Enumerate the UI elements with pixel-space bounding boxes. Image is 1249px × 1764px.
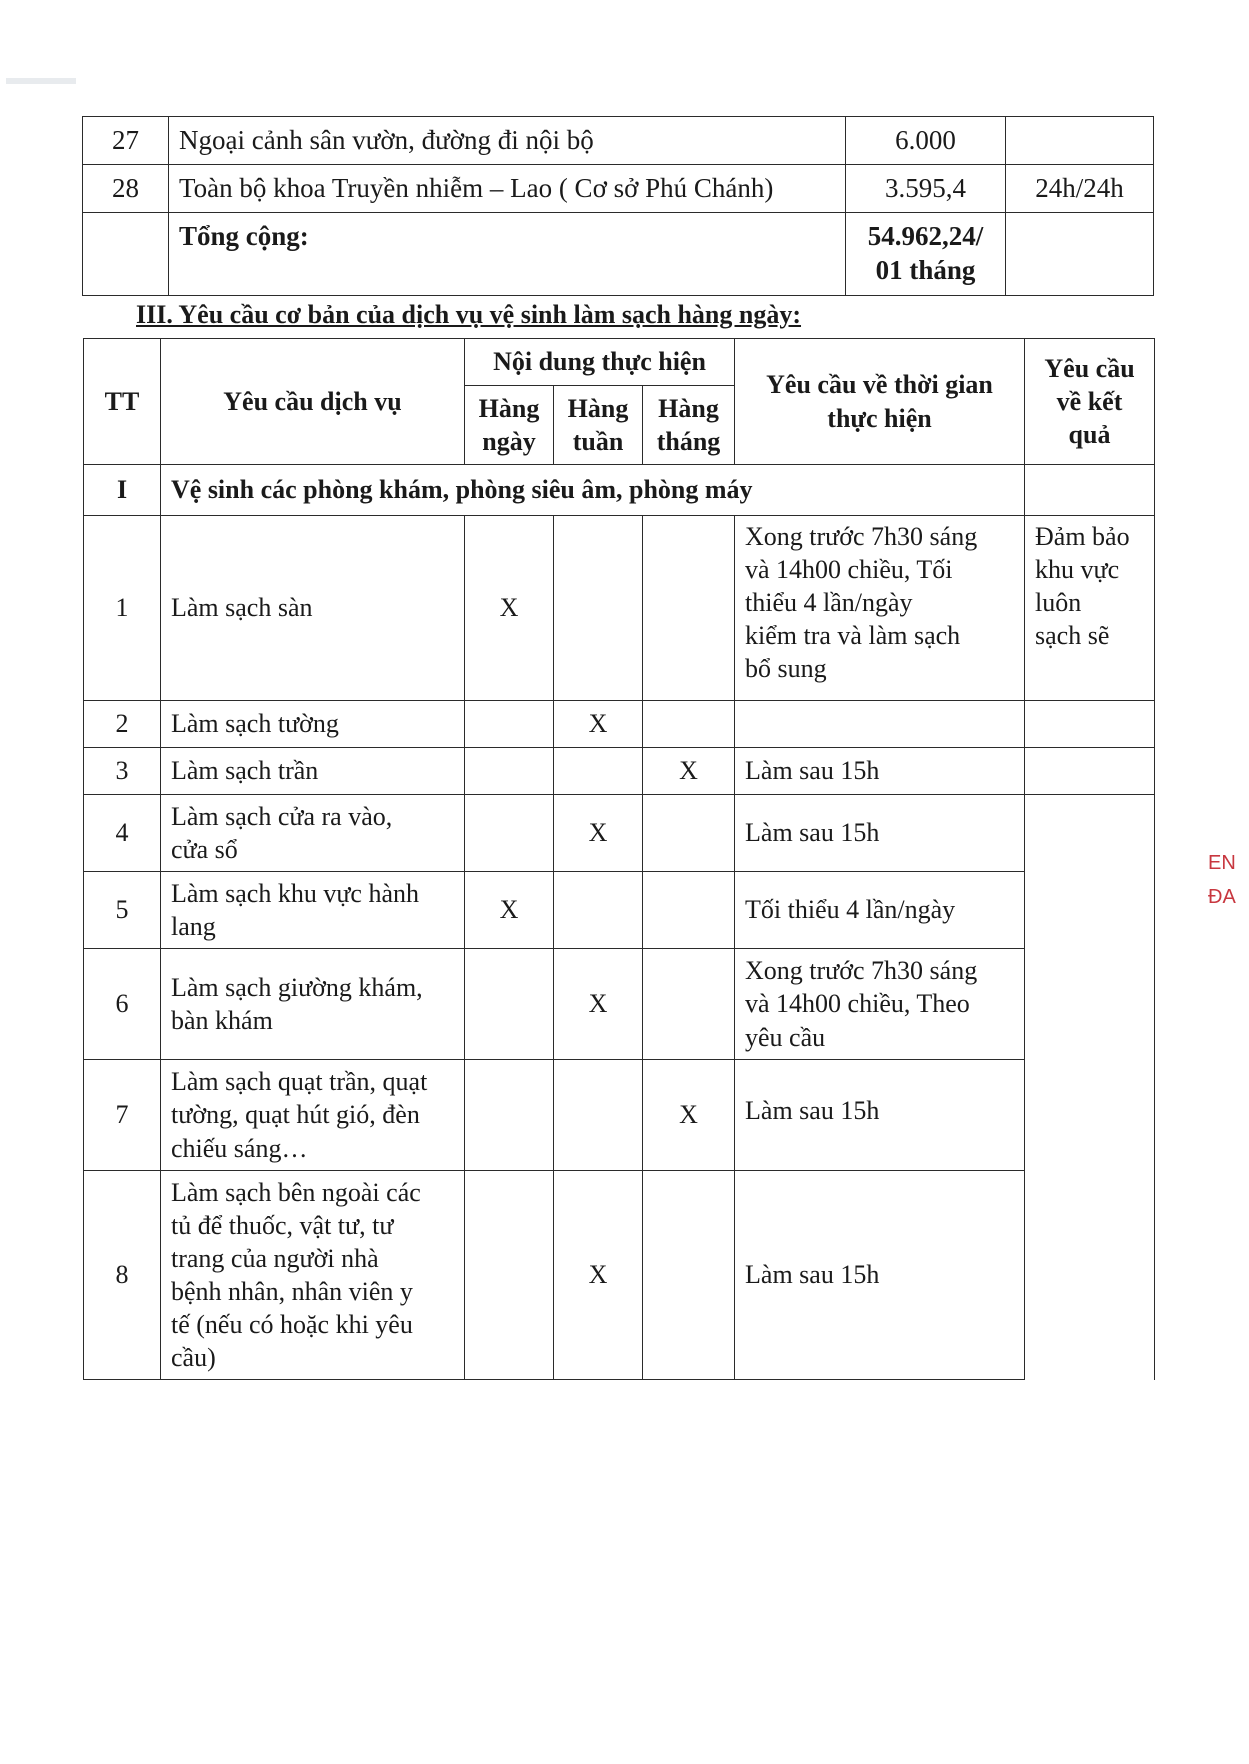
row-number: 8 [84, 1171, 161, 1380]
area-summary-table [82, 116, 1154, 296]
row-weekly-mark [554, 872, 643, 949]
row-result [1025, 701, 1155, 748]
header-time-line1: Yêu cầu về thời gian [766, 370, 993, 400]
table-row [84, 748, 1155, 795]
header-result [1025, 339, 1155, 465]
time-line: và 14h00 chiều, Tối [745, 555, 953, 585]
row-area: 3.595,4 [846, 165, 1006, 213]
row-number: 6 [84, 949, 161, 1060]
table-row [83, 117, 1154, 165]
time-line: yêu cầu [745, 1022, 826, 1052]
row-time [1006, 117, 1154, 165]
time-line: Xong trước 7h30 sáng [745, 956, 978, 986]
total-value-line1: 54.962,24/ [867, 221, 984, 252]
row-monthly-mark [643, 949, 735, 1060]
row-daily-mark [465, 1171, 554, 1380]
row-daily-mark: X [465, 516, 554, 701]
table-row [84, 795, 1155, 872]
row-weekly-mark: X [554, 795, 643, 872]
service-line: Làm sạch bên ngoài các [171, 1177, 421, 1207]
service-line: Làm sạch cửa ra vào, [171, 801, 393, 831]
row-description: Toàn bộ khoa Truyền nhiễm – Lao ( Cơ sở Phú Chánh) [169, 165, 846, 213]
row-weekly-mark [554, 1060, 643, 1171]
service-line: trang của người nhà [171, 1243, 379, 1273]
service-line: Làm sạch khu vực hành [171, 878, 420, 908]
row-service: Làm sạch trần [161, 748, 465, 795]
row-service: Làm sạch tường [161, 701, 465, 748]
row-number: 4 [84, 795, 161, 872]
row-number: 28 [83, 165, 169, 213]
row-time [735, 516, 1025, 701]
row-service [161, 1060, 465, 1171]
result-line: khu vực [1035, 555, 1120, 585]
header-daily [465, 386, 554, 465]
table-row [84, 949, 1155, 1060]
service-line: Làm sạch quạt trần, quạt [171, 1067, 428, 1097]
total-label: Tổng cộng: [169, 213, 846, 296]
row-result [1025, 748, 1155, 795]
service-line: tế (nếu có hoặc khi yêu [171, 1310, 413, 1340]
row-number: 2 [84, 701, 161, 748]
row-monthly-mark [643, 795, 735, 872]
row-service [161, 1171, 465, 1380]
row-time: Làm sau 15h [735, 748, 1025, 795]
time-line: và 14h00 chiều, Theo [745, 989, 970, 1019]
row-monthly-mark [643, 872, 735, 949]
row-time: Làm sau 15h [735, 1060, 1025, 1171]
header-monthly-line2: tháng [656, 427, 721, 456]
row-result [1025, 516, 1155, 701]
table-row [83, 165, 1154, 213]
row-time [735, 701, 1025, 748]
time-line: thiểu 4 lần/ngày [745, 588, 913, 618]
row-weekly-mark: X [554, 949, 643, 1060]
total-value [846, 213, 1006, 296]
service-line: chiếu sáng… [171, 1133, 308, 1163]
row-area: 6.000 [846, 117, 1006, 165]
service-line: cầu) [171, 1343, 216, 1373]
row-weekly-mark [554, 516, 643, 701]
row-time: Tối thiểu 4 lần/ngày [735, 872, 1025, 949]
header-time-line2: thực hiện [827, 403, 932, 433]
row-daily-mark [465, 949, 554, 1060]
scan-artifact [6, 78, 76, 84]
time-line: Xong trước 7h30 sáng [745, 522, 978, 551]
service-line: tường, quạt hút gió, đèn [171, 1100, 420, 1130]
header-monthly [643, 386, 735, 465]
header-content: Nội dung thực hiện [465, 339, 735, 386]
section-title: Vệ sinh các phòng khám, phòng siêu âm, phòng máy [161, 465, 1025, 516]
row-number: 5 [84, 872, 161, 949]
service-line: cửa sổ [171, 835, 238, 864]
section-result-cell [1025, 465, 1155, 516]
header-time [735, 339, 1025, 465]
row-time: 24h/24h [1006, 165, 1154, 213]
row-time: Làm sau 15h [735, 795, 1025, 872]
row-daily-mark [465, 701, 554, 748]
row-number: 3 [84, 748, 161, 795]
table-row [84, 1060, 1155, 1171]
service-line: Làm sạch giường khám, [171, 972, 423, 1002]
row-weekly-mark: X [554, 1171, 643, 1380]
total-row [83, 213, 1154, 296]
row-number: 27 [83, 117, 169, 165]
row-daily-mark [465, 1060, 554, 1171]
row-weekly-mark: X [554, 701, 643, 748]
header-daily-line2: ngày [482, 427, 536, 456]
header-result-line3: quả [1068, 420, 1111, 449]
row-service [161, 872, 465, 949]
row-monthly-mark [643, 701, 735, 748]
service-line: lang [171, 912, 216, 941]
row-service [161, 949, 465, 1060]
row-daily-mark [465, 748, 554, 795]
row-time: Làm sau 15h [735, 1171, 1025, 1380]
row-service: Làm sạch sàn [161, 516, 465, 701]
header-result-line2: về kết [1056, 386, 1123, 416]
row-result-merged [1025, 795, 1155, 1380]
row-daily-mark [465, 795, 554, 872]
row-monthly-mark [643, 516, 735, 701]
result-line: Đảm bảo [1035, 522, 1130, 551]
row-daily-mark: X [465, 872, 554, 949]
row-number: 1 [84, 516, 161, 701]
time-line: kiểm tra và làm sạch [745, 621, 961, 651]
section-heading: III. Yêu cầu cơ bản của dịch vụ vệ sinh làm sạch hàng ngày: [136, 300, 802, 329]
section-number: I [84, 465, 161, 516]
section-row [84, 465, 1155, 516]
row-time [735, 949, 1025, 1060]
header-weekly [554, 386, 643, 465]
header-result-line1: Yêu cầu [1044, 353, 1135, 383]
result-line: luôn [1035, 588, 1082, 618]
header-tt: TT [84, 339, 161, 465]
total-empty-cell [83, 213, 169, 296]
row-monthly-mark: X [643, 1060, 735, 1171]
table-row [84, 516, 1155, 701]
row-number: 7 [84, 1060, 161, 1171]
stamp-fragment-line2: ĐA [1208, 886, 1236, 908]
cleaning-requirements-table [83, 338, 1155, 1380]
row-description: Ngoại cảnh sân vườn, đường đi nội bộ [169, 117, 846, 165]
row-weekly-mark [554, 748, 643, 795]
table-row [84, 701, 1155, 748]
row-monthly-mark: X [643, 748, 735, 795]
total-time-cell [1006, 213, 1154, 296]
header-weekly-line1: Hàng [567, 393, 629, 423]
result-line: sạch sẽ [1035, 621, 1110, 651]
header-monthly-line1: Hàng [658, 393, 719, 423]
table-row [84, 872, 1155, 949]
header-daily-line1: Hàng [478, 393, 540, 423]
service-line: bàn khám [171, 1006, 273, 1035]
row-monthly-mark [643, 1171, 735, 1380]
row-service [161, 795, 465, 872]
total-value-line2: 01 tháng [875, 255, 976, 285]
header-row [84, 339, 1155, 386]
table-row [84, 1171, 1155, 1380]
service-line: bệnh nhân, nhân viên y [171, 1277, 413, 1306]
header-weekly-line2: tuần [572, 427, 624, 456]
header-service: Yêu cầu dịch vụ [161, 339, 465, 465]
stamp-fragment-line1: EN [1208, 852, 1236, 874]
time-line: bổ sung [745, 654, 827, 684]
service-line: tủ để thuốc, vật tư, tư [171, 1210, 394, 1240]
